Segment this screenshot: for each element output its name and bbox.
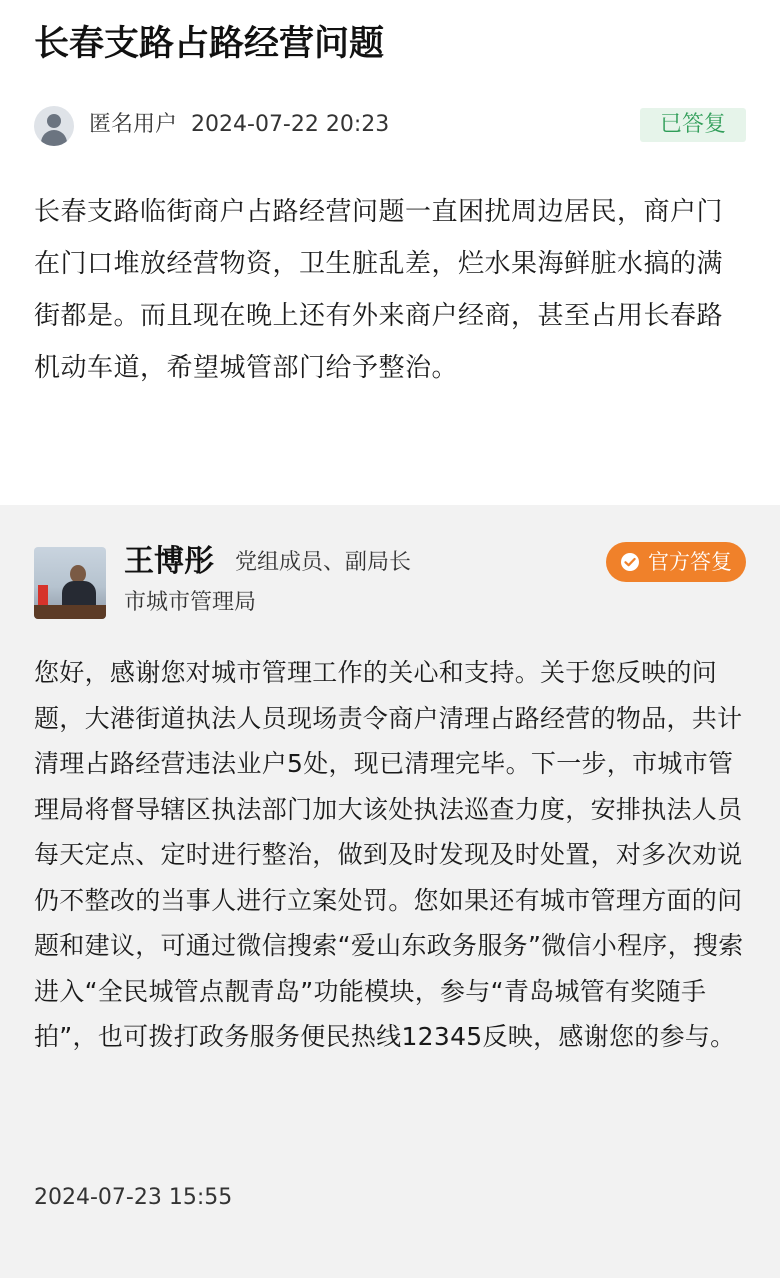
- question-body: 长春支路临街商户占路经营问题一直困扰周边居民，商户门在门口堆放经营物资，卫生脏乱差，烂水果海鲜脏水搞的满街都是。而且现在晚上还有外来商户经商，甚至占用长春路机动车道，希望城管部门给予整治。: [34, 197, 724, 383]
- question-title: 长春支路占路经营问题: [34, 24, 385, 64]
- avatar-desk-shape: [34, 605, 106, 619]
- question-meta: [89, 108, 389, 142]
- avatar-head-shape: [47, 114, 61, 128]
- official-reply-badge: [606, 542, 746, 582]
- avatar-body-shape: [41, 130, 67, 146]
- official-title: 党组成员、副局长: [235, 550, 412, 575]
- question-timestamp: 2024-07-22 20:23: [191, 112, 390, 137]
- user-avatar-icon: [34, 106, 74, 146]
- reply-body: 您好，感谢您对城市管理工作的关心和支持。关于您反映的问题，大港街道执法人员现场责令商户清理占路经营的物品，共计清理占路经营违法业户5处，现已清理完毕。下一步，市城市管理局将督导辖区执法部门加大该处执法巡查力度，安排执法人员每天定点、定时进行整治，做到及时发现及时处置，对多次劝说仍不整改的当事人进行立案处罚。您如果还有城市管理方面的问题和建议，可通过微信搜索“爱山东政务服务”微信小程序，搜索进入“全民城管点靓青岛”功能模块，参与“青岛城管有奖随手拍”，也可拨打政务服务便民热线12345反映，感谢您的参与。: [34, 658, 744, 1051]
- official-department: 市城市管理局: [124, 590, 257, 615]
- author-name[interactable]: 匿名用户: [89, 112, 178, 137]
- official-name: 王博彤: [124, 544, 214, 579]
- official-reply-label: 官方答复: [648, 550, 732, 574]
- reply-timestamp: 2024-07-23 15:55: [34, 1185, 233, 1210]
- check-circle-icon: [620, 552, 640, 572]
- question-section: [0, 0, 780, 505]
- official-avatar[interactable]: [34, 547, 106, 619]
- status-badge: 已答复: [640, 108, 746, 142]
